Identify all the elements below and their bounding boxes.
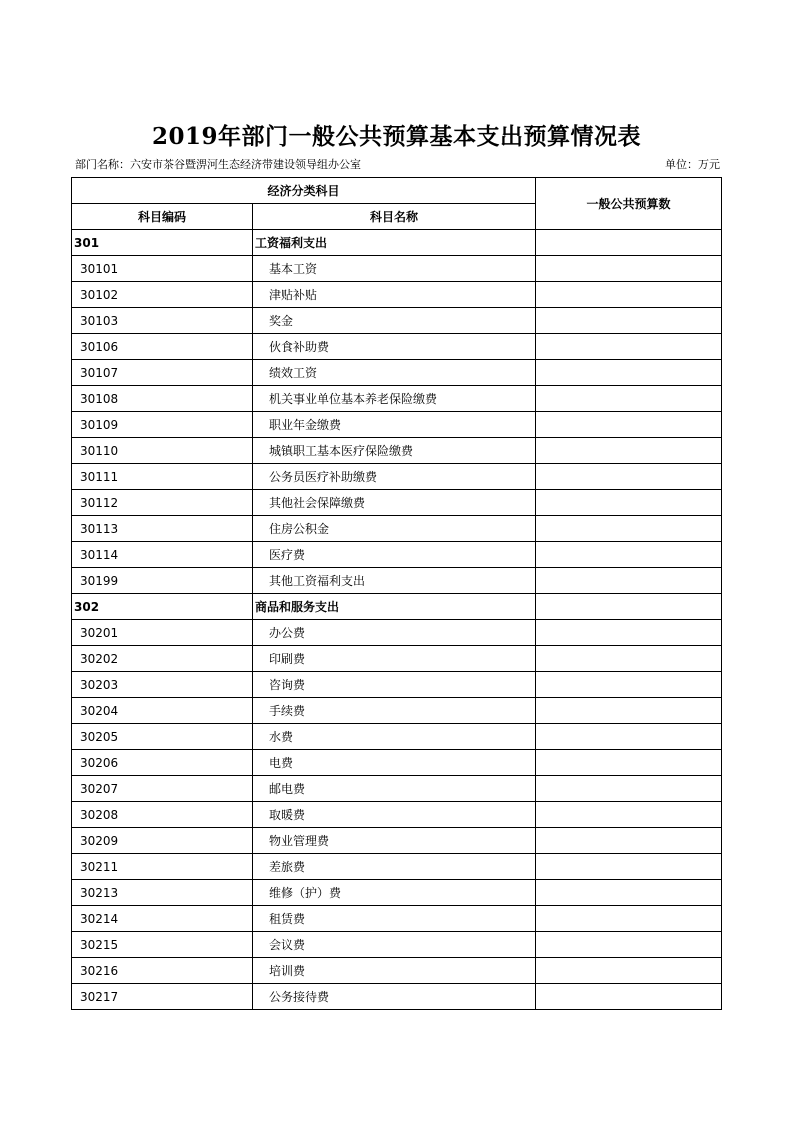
budget-amount-cell — [536, 412, 722, 438]
subject-code-cell: 301 — [72, 230, 253, 256]
budget-amount-cell — [536, 802, 722, 828]
subject-name-cell: 公务接待费 — [253, 984, 536, 1010]
budget-amount-cell — [536, 516, 722, 542]
budget-amount-cell — [536, 984, 722, 1010]
budget-amount-cell — [536, 750, 722, 776]
budget-amount-cell — [536, 360, 722, 386]
subject-name-cell: 取暖费 — [253, 802, 536, 828]
subject-name-cell: 奖金 — [253, 308, 536, 334]
subject-code-cell: 30209 — [72, 828, 253, 854]
header-economic-classification: 经济分类科目 — [72, 178, 536, 204]
subject-name-cell: 会议费 — [253, 932, 536, 958]
subject-name-cell: 基本工资 — [253, 256, 536, 282]
table-row — [72, 802, 722, 828]
budget-amount-cell — [536, 308, 722, 334]
subject-name-cell: 手续费 — [253, 698, 536, 724]
subject-code-cell: 30205 — [72, 724, 253, 750]
table-row — [72, 724, 722, 750]
table-row — [72, 776, 722, 802]
budget-amount-cell — [536, 880, 722, 906]
subject-code-cell: 30202 — [72, 646, 253, 672]
table-row — [72, 464, 722, 490]
budget-amount-cell — [536, 776, 722, 802]
table-row — [72, 906, 722, 932]
subject-name-cell: 培训费 — [253, 958, 536, 984]
budget-amount-cell — [536, 906, 722, 932]
table-row — [72, 412, 722, 438]
subject-name-cell: 城镇职工基本医疗保险缴费 — [253, 438, 536, 464]
subject-name-cell: 职业年金缴费 — [253, 412, 536, 438]
subject-name-cell: 机关事业单位基本养老保险缴费 — [253, 386, 536, 412]
subject-name-cell: 印刷费 — [253, 646, 536, 672]
subject-name-cell: 物业管理费 — [253, 828, 536, 854]
table-row — [72, 490, 722, 516]
header-subject-code: 科目编码 — [72, 204, 253, 230]
header-general-budget-amount: 一般公共预算数 — [536, 178, 722, 230]
table-row — [72, 256, 722, 282]
table-row — [72, 282, 722, 308]
budget-amount-cell — [536, 438, 722, 464]
subject-code-cell: 30207 — [72, 776, 253, 802]
table-row — [72, 386, 722, 412]
subject-code-cell: 30199 — [72, 568, 253, 594]
table-row — [72, 672, 722, 698]
budget-amount-cell — [536, 568, 722, 594]
budget-amount-cell — [536, 464, 722, 490]
subject-name-cell: 维修（护）费 — [253, 880, 536, 906]
table-row — [72, 932, 722, 958]
header-row-group — [72, 178, 722, 204]
subject-code-cell: 30214 — [72, 906, 253, 932]
subject-code-cell: 30112 — [72, 490, 253, 516]
page-title: 2019年部门一般公共预算基本支出预算情况表 — [151, 123, 641, 150]
subject-name-cell: 绩效工资 — [253, 360, 536, 386]
table-row — [72, 984, 722, 1010]
subject-code-cell: 30213 — [72, 880, 253, 906]
budget-amount-cell — [536, 958, 722, 984]
subject-code-cell: 30206 — [72, 750, 253, 776]
budget-amount-cell — [536, 828, 722, 854]
subject-name-cell: 医疗费 — [253, 542, 536, 568]
subject-code-cell: 30111 — [72, 464, 253, 490]
header-subject-name: 科目名称 — [253, 204, 536, 230]
table-body — [72, 230, 722, 1010]
budget-amount-cell — [536, 490, 722, 516]
subject-code-cell: 30113 — [72, 516, 253, 542]
table-row — [72, 334, 722, 360]
subject-code-cell: 30216 — [72, 958, 253, 984]
department-label: 部门名称：六安市茶谷暨淠河生态经济带建设领导组办公室 — [75, 158, 361, 171]
table-row — [72, 568, 722, 594]
subject-code-cell: 30211 — [72, 854, 253, 880]
subject-code-cell: 30217 — [72, 984, 253, 1010]
budget-amount-cell — [536, 282, 722, 308]
subject-name-cell: 邮电费 — [253, 776, 536, 802]
subject-name-cell: 水费 — [253, 724, 536, 750]
table-row — [72, 620, 722, 646]
budget-amount-cell — [536, 932, 722, 958]
subject-name-cell: 住房公积金 — [253, 516, 536, 542]
table-row — [72, 828, 722, 854]
table-row — [72, 698, 722, 724]
subject-code-cell: 302 — [72, 594, 253, 620]
subject-code-cell: 30101 — [72, 256, 253, 282]
budget-amount-cell — [536, 230, 722, 256]
subject-code-cell: 30103 — [72, 308, 253, 334]
unit-label: 单位：万元 — [665, 158, 720, 171]
budget-amount-cell — [536, 256, 722, 282]
subject-name-cell: 津贴补贴 — [253, 282, 536, 308]
subject-code-cell: 30108 — [72, 386, 253, 412]
subject-code-cell: 30215 — [72, 932, 253, 958]
subject-name-cell: 其他社会保障缴费 — [253, 490, 536, 516]
subject-name-cell: 租赁费 — [253, 906, 536, 932]
subject-name-cell: 伙食补助费 — [253, 334, 536, 360]
budget-amount-cell — [536, 386, 722, 412]
category-row — [72, 230, 722, 256]
subject-name-cell: 其他工资福利支出 — [253, 568, 536, 594]
subject-code-cell: 30102 — [72, 282, 253, 308]
subject-code-cell: 30109 — [72, 412, 253, 438]
table-row — [72, 516, 722, 542]
subject-code-cell: 30106 — [72, 334, 253, 360]
subject-name-cell: 差旅费 — [253, 854, 536, 880]
subject-name-cell: 公务员医疗补助缴费 — [253, 464, 536, 490]
budget-amount-cell — [536, 724, 722, 750]
subject-name-cell: 商品和服务支出 — [253, 594, 536, 620]
table-row — [72, 308, 722, 334]
table-row — [72, 854, 722, 880]
budget-amount-cell — [536, 542, 722, 568]
table-row — [72, 646, 722, 672]
budget-table — [71, 177, 722, 1010]
budget-amount-cell — [536, 620, 722, 646]
table-row — [72, 880, 722, 906]
budget-amount-cell — [536, 672, 722, 698]
budget-amount-cell — [536, 646, 722, 672]
table-row — [72, 750, 722, 776]
subject-name-cell: 办公费 — [253, 620, 536, 646]
table-row — [72, 360, 722, 386]
subject-code-cell: 30107 — [72, 360, 253, 386]
subject-code-cell: 30114 — [72, 542, 253, 568]
budget-amount-cell — [536, 854, 722, 880]
subject-name-cell: 工资福利支出 — [253, 230, 536, 256]
subject-name-cell: 咨询费 — [253, 672, 536, 698]
subject-code-cell: 30204 — [72, 698, 253, 724]
budget-amount-cell — [536, 698, 722, 724]
table-row — [72, 438, 722, 464]
table-row — [72, 958, 722, 984]
category-row — [72, 594, 722, 620]
budget-amount-cell — [536, 334, 722, 360]
table-row — [72, 542, 722, 568]
subject-code-cell: 30208 — [72, 802, 253, 828]
subject-name-cell: 电费 — [253, 750, 536, 776]
subject-code-cell: 30203 — [72, 672, 253, 698]
subject-code-cell: 30110 — [72, 438, 253, 464]
subject-code-cell: 30201 — [72, 620, 253, 646]
budget-amount-cell — [536, 594, 722, 620]
